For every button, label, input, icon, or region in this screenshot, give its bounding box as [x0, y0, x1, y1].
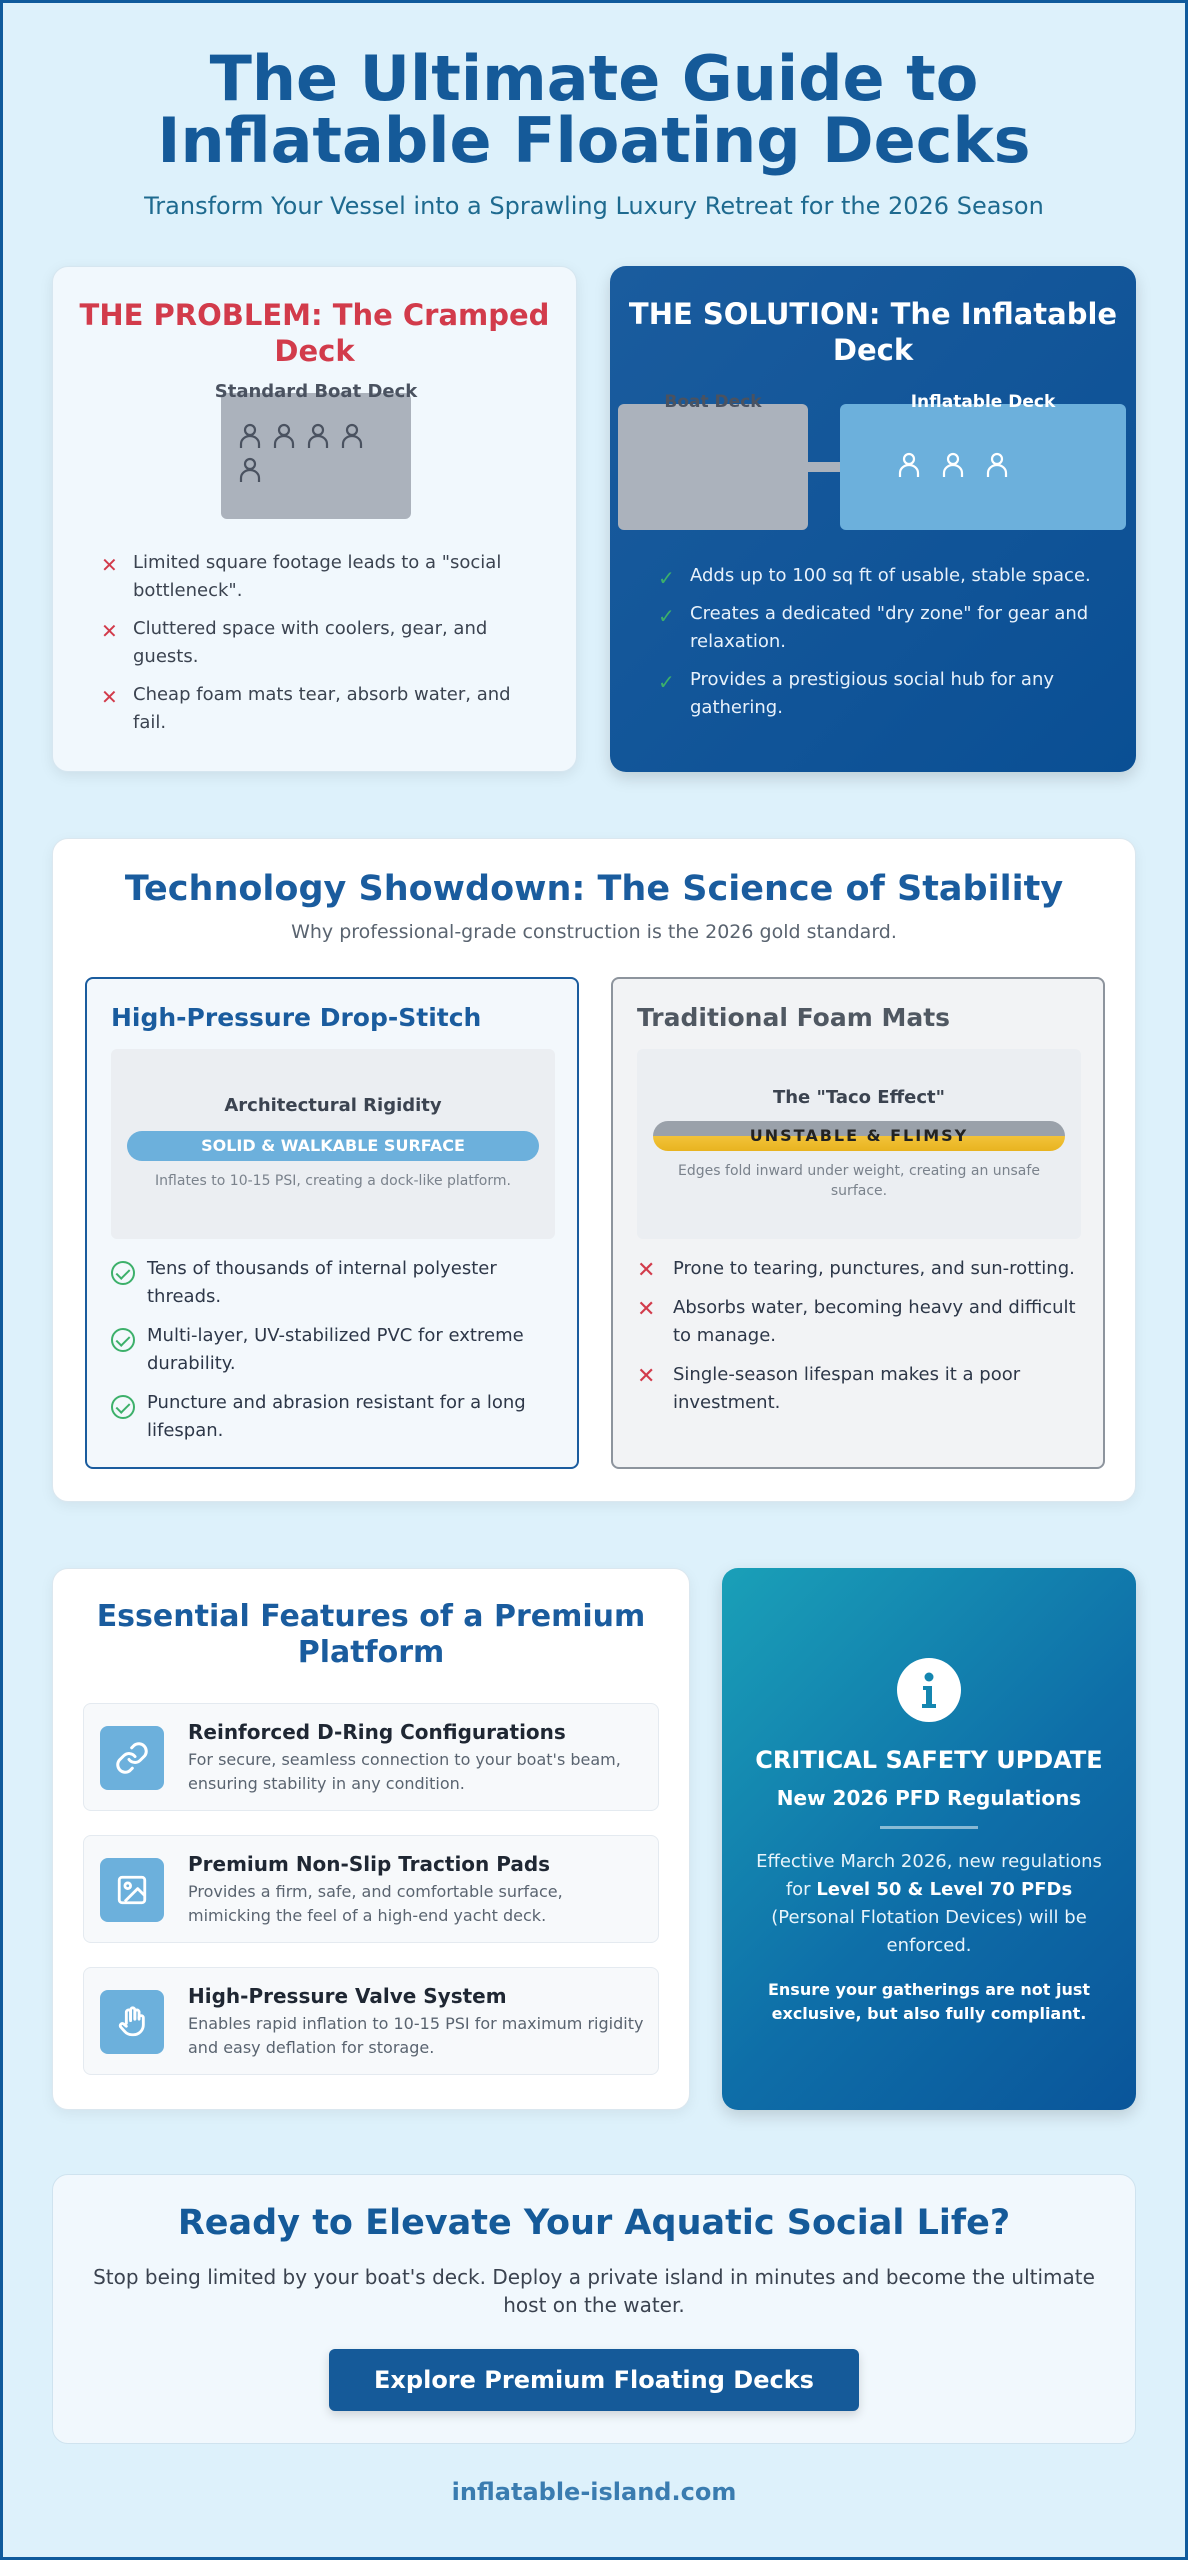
taco-effect-demo	[637, 1049, 1081, 1239]
rigidity-demo	[111, 1049, 555, 1239]
feature-description: Provides a firm, safe, and comfortable surface, mimicking the feel of a high-end yacht deck.	[188, 1882, 563, 1925]
page-title: The Ultimate Guide to Inflatable Floating Decks	[157, 42, 1031, 177]
problem-title: THE PROBLEM: The Cramped Deck	[79, 298, 550, 368]
tech-title: Technology Showdown: The Science of Stability	[124, 869, 1064, 909]
rigidity-demo-note: Inflates to 10-15 PSI, creating a dock-like platform.	[155, 1173, 511, 1189]
drop-stitch-column	[85, 977, 579, 1469]
flimsy-surface-bar: UNSTABLE & FLIMSY	[653, 1121, 1065, 1151]
list-item: Puncture and abrasion resistant for a long lifespan.	[111, 1389, 551, 1445]
divider	[880, 1826, 978, 1829]
person-icon	[341, 423, 363, 449]
cta-text: Stop being limited by your boat's deck. Deploy a private island in minutes and become the ultimate host on the water.	[93, 2265, 1095, 2317]
person-icon	[273, 423, 295, 449]
list-item: Tens of thousands of internal polyester threads.	[111, 1255, 551, 1311]
feature-item	[83, 1703, 659, 1811]
solution-title: THE SOLUTION: The Inflatable Deck	[628, 297, 1118, 367]
foam-mats-title: Traditional Foam Mats	[637, 1003, 951, 1032]
explore-decks-button[interactable]: Explore Premium Floating Decks	[329, 2349, 859, 2411]
list-item: ✕ Single-season lifespan makes it a poor investment.	[637, 1364, 1021, 1413]
x-icon: ✕	[637, 1364, 656, 1389]
features-card	[52, 1568, 690, 2110]
footer-site-link[interactable]: inflatable-island.com	[451, 2478, 737, 2506]
list-item: Multi-layer, UV-stabilized PVC for extreme durability.	[111, 1322, 551, 1378]
check-circle-icon	[111, 1395, 135, 1419]
foam-mats-column	[611, 977, 1105, 1469]
pfd-levels: Level 50 & Level 70 PFDs	[816, 1879, 1073, 1900]
solution-list	[658, 562, 1098, 732]
check-icon: ✓	[658, 670, 675, 694]
feature-name: Reinforced D-Ring Configurations	[188, 1720, 566, 1744]
solution-card	[610, 266, 1136, 772]
list-item: ✕ Limited square footage leads to a "social bottleneck".	[101, 552, 502, 601]
taco-effect-title: The "Taco Effect"	[772, 1087, 946, 1108]
taco-effect-note: Edges fold inward under weight, creating an unsafe surface.	[678, 1163, 1040, 1199]
list-item: ✕ Cluttered space with coolers, gear, and guests.	[101, 618, 488, 667]
x-icon: ✕	[637, 1258, 656, 1283]
x-icon: ✕	[101, 553, 118, 577]
boat-deck-illustration	[618, 404, 808, 530]
list-item: ✓ Adds up to 100 sq ft of usable, stable space.	[658, 565, 1091, 590]
feature-name: Premium Non-Slip Traction Pads	[188, 1852, 551, 1876]
feature-item	[83, 1967, 659, 2075]
person-icon	[239, 423, 261, 449]
problem-list	[101, 549, 541, 747]
info-icon	[897, 1658, 961, 1722]
feature-description: For secure, seamless connection to your boat's beam, ensuring stability in any condition.	[188, 1750, 621, 1793]
feature-name: High-Pressure Valve System	[188, 1984, 507, 2008]
list-item: ✕ Prone to tearing, punctures, and sun-rotting.	[637, 1258, 1075, 1283]
person-icon	[986, 452, 1008, 478]
list-item: ✓ Creates a dedicated "dry zone" for gear and relaxation.	[658, 603, 1089, 652]
safety-note: Ensure your gatherings are not just exclusive, but also fully compliant.	[767, 1980, 1091, 2023]
image-icon	[100, 1858, 164, 1922]
inflatable-deck-label: Inflatable Deck	[910, 392, 1056, 412]
hand-icon	[100, 1990, 164, 2054]
x-icon: ✕	[101, 619, 118, 643]
relaxed-people-icons	[898, 452, 1078, 486]
check-icon: ✓	[658, 566, 675, 590]
list-item: ✕ Cheap foam mats tear, absorb water, and fail.	[101, 684, 511, 733]
person-icon	[307, 423, 329, 449]
check-icon: ✓	[658, 604, 675, 628]
x-icon: ✕	[101, 685, 118, 709]
deck-connector	[808, 462, 840, 472]
safety-update-card	[722, 1568, 1136, 2110]
link-icon	[100, 1726, 164, 1790]
features-title: Essential Features of a Premium Platform	[96, 1599, 646, 1670]
check-circle-icon	[111, 1261, 135, 1285]
rigidity-demo-title: Architectural Rigidity	[224, 1095, 442, 1116]
drop-stitch-title: High-Pressure Drop-Stitch	[111, 1003, 482, 1032]
problem-card	[52, 266, 577, 772]
person-icon	[942, 452, 964, 478]
call-to-action-card	[52, 2174, 1136, 2444]
safety-text: Effective March 2026, new regulations for Level 50 & Level 70 PFDs (Personal Flotation Devices) will be enforced.	[756, 1851, 1102, 1956]
standard-boat-deck-label: Standard Boat Deck	[214, 381, 418, 402]
list-item: ✓ Provides a prestigious social hub for any gathering.	[658, 669, 1055, 718]
foam-mats-list	[637, 1255, 1077, 1428]
boat-deck-label: Boat Deck	[664, 392, 762, 412]
check-circle-icon	[111, 1328, 135, 1352]
list-item: ✕ Absorbs water, becoming heavy and difficult to manage.	[637, 1297, 1076, 1346]
feature-item	[83, 1835, 659, 1943]
crowded-people-icons	[239, 423, 399, 491]
person-icon	[239, 457, 261, 483]
person-icon	[898, 452, 920, 478]
safety-subtitle: New 2026 PFD Regulations	[776, 1786, 1082, 1810]
cta-title: Ready to Elevate Your Aquatic Social Life?	[177, 2203, 1011, 2243]
drop-stitch-list	[111, 1255, 551, 1456]
technology-showdown-section	[52, 838, 1136, 1502]
feature-description: Enables rapid inflation to 10-15 PSI for maximum rigidity and easy deflation for storage.	[188, 2014, 644, 2057]
tech-subtitle: Why professional-grade construction is the 2026 gold standard.	[291, 921, 897, 943]
page-subtitle: Transform Your Vessel into a Sprawling Luxury Retreat for the 2026 Season	[144, 192, 1044, 220]
safety-title: CRITICAL SAFETY UPDATE	[755, 1746, 1103, 1774]
solid-surface-bar: SOLID & WALKABLE SURFACE	[127, 1131, 539, 1161]
x-icon: ✕	[637, 1297, 656, 1322]
